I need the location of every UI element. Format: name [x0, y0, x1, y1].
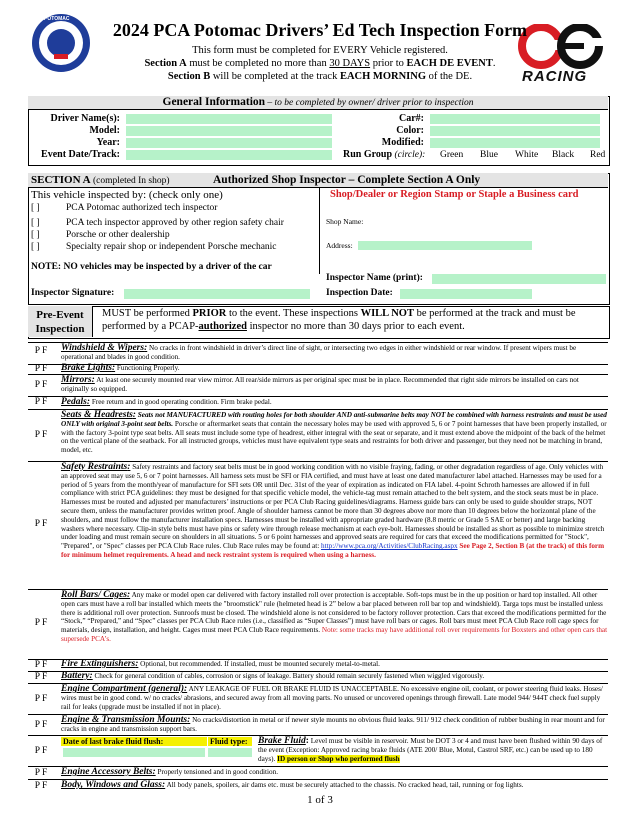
event-date-field[interactable]	[126, 150, 332, 160]
inspection-date-field[interactable]	[400, 289, 532, 299]
pass-fail-marker[interactable]: P F	[34, 768, 48, 778]
run-group-green[interactable]: Green	[440, 150, 464, 160]
car-number-label: Car#:	[399, 113, 424, 124]
event-date-label: Event Date/Track:	[41, 149, 120, 160]
fluid-type-label: Fluid type:	[208, 737, 252, 746]
checklist-row-pedals: P F Pedals: Free return and in good operating condition. Firm brake pedal.	[28, 397, 608, 410]
pass-fail-marker[interactable]: P F	[34, 746, 48, 756]
modified-label: Modified:	[381, 137, 424, 148]
inspected-by-label: This vehicle inspected by: (check only one)	[31, 189, 223, 201]
page-title: 2024 PCA Potomac Drivers’ Ed Tech Inspection Form	[112, 20, 528, 40]
run-group-label: Run Group (circle):	[343, 149, 426, 160]
pass-fail-marker[interactable]: P F	[34, 346, 48, 356]
section-a-header: SECTION A (completed In shop) Authorized Shop Inspector – Complete Section A Only	[28, 173, 608, 188]
pre-event-label-cell: Pre-Event Inspection	[28, 306, 93, 337]
inspector-signature-field[interactable]	[124, 289, 310, 299]
option-specialty-shop: Specialty repair shop or independent Porsche mechanic	[66, 242, 277, 252]
checklist-row-battery: P F Battery: Check for general condition of cables, corrosion or signs of leakage. Battery should remain securely fastened when wiggled vigorously.	[28, 672, 608, 684]
logo-left-text: POTOMAC	[44, 16, 70, 22]
color-field[interactable]	[430, 126, 600, 136]
inspector-name-field[interactable]	[432, 274, 606, 284]
checklist-row-windshield: P F Windshield & Wipers: No cracks in front windshield in driver’s direct line of sight, or intersecting two edges in either windshield or rear window. If present wipers must be operational and blades in good condition.	[28, 342, 608, 365]
option-other-region: PCA tech inspector approved by other region safety chair	[66, 218, 284, 228]
checklist-row-brake-lights: P F Brake Lights: Functioning Properly.	[28, 364, 608, 375]
pass-fail-marker[interactable]: P F	[34, 519, 48, 529]
model-field[interactable]	[126, 126, 332, 136]
inspector-signature-label: Inspector Signature:	[31, 288, 115, 298]
option-bracket[interactable]: [ ]	[31, 218, 40, 228]
run-group-black[interactable]: Black	[552, 150, 575, 160]
modified-field[interactable]	[430, 138, 600, 148]
checklist-row-roll-bars: P F Roll Bars/ Cages: Any make or model open car delivered with factory installed roll over protection is acceptable. Soft-tops must be in the up position or hard top installed. All other open cars must have a roll bar installed which meets the "broomstick" rule (helmeted head is 2” below a bar placed between roll bar top and windshield). Targa tops must be installed unless there is additional roll over protection. Sunroofs must be closed. The windshield alone is not considered to be factory rollover protection. Cars that exceed the modifications permitted for the “Stock,” “Prepared,” and “Spec” classes per PCA Club Race rules (i.e., classified as “Super Classes”) must have roll bars or cages. Roll bars must meet PCA Club Race roll cage specs for materials, design, installation, and height. Cages must meet PCA Club Race requirements. Note: some tracks may have additional roll over requirements for Boxsters and other open cars that supersede PCA’s.	[28, 590, 608, 660]
stamp-label: Shop/Dealer or Region Stamp or Staple a Business card	[330, 189, 579, 200]
fluid-type-field[interactable]	[208, 748, 252, 757]
inspector-name-label: Inspector Name (print):	[326, 273, 423, 283]
pass-fail-marker[interactable]: P F	[34, 672, 48, 682]
driver-name-label: Driver Name(s):	[50, 113, 120, 124]
checklist-row-mounts: P F Engine & Transmission Mounts: No cracks/distortion in metal or if newer style mounts no obvious fluid leaks. 911/ 912 check condition of rubber bushing in rear mount and for cracks in engine and transmission support bars.	[28, 715, 608, 736]
option-bracket[interactable]: [ ]	[31, 230, 40, 240]
address-field[interactable]	[358, 241, 532, 250]
driver-name-field[interactable]	[126, 114, 332, 124]
option-dealership: Porsche or other dealership	[66, 230, 170, 240]
pass-fail-marker[interactable]: P F	[34, 364, 48, 374]
checklist-row-brake-fluid	[28, 736, 608, 767]
pass-fail-marker[interactable]: P F	[34, 397, 48, 407]
checklist-row-body: P F Body, Windows and Glass: All body panels, spoilers, air dams etc. must be securely attached to the chassis. No cracked head, tail, running or fog lights.	[28, 780, 608, 792]
model-label: Model:	[89, 125, 120, 136]
checklist-row-safety-restraints: P F Safety Restraints: Safety restraints and factory seat belts must be in good working condition with no visible fraying, fading, or other degradation regardless of age. Only vehicles with an approved seat may use 5, 6 or 7 point harnesses. All harness sets must be SFI or FIA certified, and must have at least one dated manufacturer label attached. Harnesses may be used for a period of 5 years from the month/year of manufacture for SFI sets OR until Dec. 31st of the year of expiration as indicated on FIA label. 4-point Schroth harnesses are allowed if in full compliance with strict PCA guidelines: they must be designed for that specific vehicle model, the vehicle-tag must remain attached to the belt system, and the stock seats must be in place. Harnesses must be routed and adjusted per manufacturers’ instructions or per PCA Club Racing guidelines/diagrams. Harness guide bars can only be used to guide shoulder straps, NOT secure them, unless the manufacturer provides written proof. Angle of shoulder harness cannot be more than 30 degrees above nor more than 10 degrees below the horizontal plane of the shoulders, and must follow the manufacturer installation specs. Harnesses must be installed with appropriate graded hardware (8.8 metric or Grade 5 SAE or better) and large backing washers where necessary. Clip-in style belts must have pins or safety wire through release mechanism at each eye-bolt. Harnesses should be installed as short as possible to minimize stretch under loading and must remain secure on shoulders in all situations. 5 or 6 point harnesses and approved seats are required for cars that exceed the modifications permitted for "Stock", "Prepared", or "Spec" classes per PCA Club Race rules. Club Race rules may be found at: http://www.pca.org/Activities/ClubRacing.aspx See Page 2, Section B (at the track) of this form for minimum helmet requirements. A head and neck restraint system is required when using a harness.	[28, 462, 608, 590]
checklist-row-mirrors: P F Mirrors: At least one securely mounted rear view mirror. All rear/side mirrors as per original spec must be in place. Recommended that right side mirrors be installed on cars not originally so equipped.	[28, 375, 608, 397]
option-bracket[interactable]: [ ]	[31, 242, 40, 252]
pass-fail-marker[interactable]: P F	[34, 694, 48, 704]
run-group-blue[interactable]: Blue	[480, 150, 498, 160]
pass-fail-marker[interactable]: P F	[34, 720, 48, 730]
pass-fail-marker[interactable]: P F	[34, 380, 48, 390]
checklist-row-fire-extinguishers: P F Fire Extinguishers: Optional, but recommended. If installed, must be mounted securely metal-to-metal.	[28, 660, 608, 672]
year-field[interactable]	[126, 138, 332, 148]
pre-event-text: MUST be performed PRIOR to the event. These inspections WILL NOT be performed at the track and must be performed by a PCAP-authorized inspector no more than 30 days prior to each event.	[102, 308, 576, 332]
pass-fail-marker[interactable]: P F	[34, 781, 48, 791]
brake-fluid-text: Brake Fluid: Level must be visible in reservoir. Must be DOT 3 or 4 and must have been flushed within 90 days of the event (Exception: Approved racing brake fluids (ATE 200/ Blue, Motul, Castrol SRF, etc.) can be used up to 180 days). ID person or Shop who performed flush	[258, 736, 603, 763]
page-number: 1 of 3	[307, 794, 333, 806]
header-line-1: This form must be completed for EVERY Vehicle registered.	[192, 45, 448, 56]
car-number-field[interactable]	[430, 114, 600, 124]
inspection-date-label: Inspection Date:	[326, 288, 393, 298]
run-group-white[interactable]: White	[515, 150, 539, 160]
flush-date-field[interactable]	[63, 748, 205, 757]
header-line-3: Section B will be completed at the track EACH MORNING of the DE.	[167, 71, 473, 82]
pass-fail-marker[interactable]: P F	[34, 430, 48, 440]
flush-date-label: Date of last brake fluid flush:	[61, 737, 207, 746]
general-info-header: General Information – to be completed by owner/ driver prior to inspection	[28, 96, 608, 110]
option-pca-potomac: PCA Potomac authorized tech inspector	[66, 203, 218, 213]
pass-fail-marker[interactable]: P F	[34, 618, 48, 628]
checklist-row-accessory-belts: P F Engine Accessory Belts: Properly tensioned and in good condition.	[28, 767, 608, 780]
inspection-note: NOTE: NO vehicles may be inspected by a driver of the car	[31, 262, 272, 272]
shop-name-label: Shop Name:	[326, 217, 364, 226]
run-group-red[interactable]: Red	[590, 150, 606, 160]
checklist-row-seats: P F Seats & Headrests: Seats not MANUFACTURED with routing holes for both shoulder AND anti-submarine belts may NOT be combined with harness restraints and must be used ONLY with original 3-point seat belts. Porsche or aftermarket seats that contain the necessary holes may be used with approved 5, 6 or 7 point harnesses that have been properly installed, or with the factory 3-point type seat belts. All seats must include some type of headrest, either integral with the seat or separate, and it must extend above the midpoint of the back of the helmet on the vertical plane of the seatback. For all instructed groups, vehicles must have equivalent type seats and restraints for both driver and passenger, but they need not be matching in brand, model, etc.	[28, 410, 608, 462]
color-label: Color:	[396, 125, 424, 136]
logo-right-text: RACING	[522, 68, 588, 85]
address-label: Address:	[326, 241, 353, 250]
option-bracket[interactable]: [ ]	[31, 203, 40, 213]
header-line-2: Section A must be completed no more than 30 DAYS prior to EACH DE EVENT.	[144, 58, 496, 69]
checklist-row-engine-compartment: P F Engine Compartment (general): ANY LEAKAGE OF FUEL OR BRAKE FLUID IS UNACCEPTABLE. No excessive engine oil, coolant, or power steering fluid leaks. Hoses/ wires must be in good cond. w/ no cracks/ abrasions, and secured away from all moving parts. No unused or uncovered openings through firewall. Late model 944/ 944T check fuel supply rail for leaks (upgrade must be installed if not in place).	[28, 684, 608, 715]
pass-fail-marker[interactable]: P F	[34, 660, 48, 670]
year-label: Year:	[96, 137, 120, 148]
